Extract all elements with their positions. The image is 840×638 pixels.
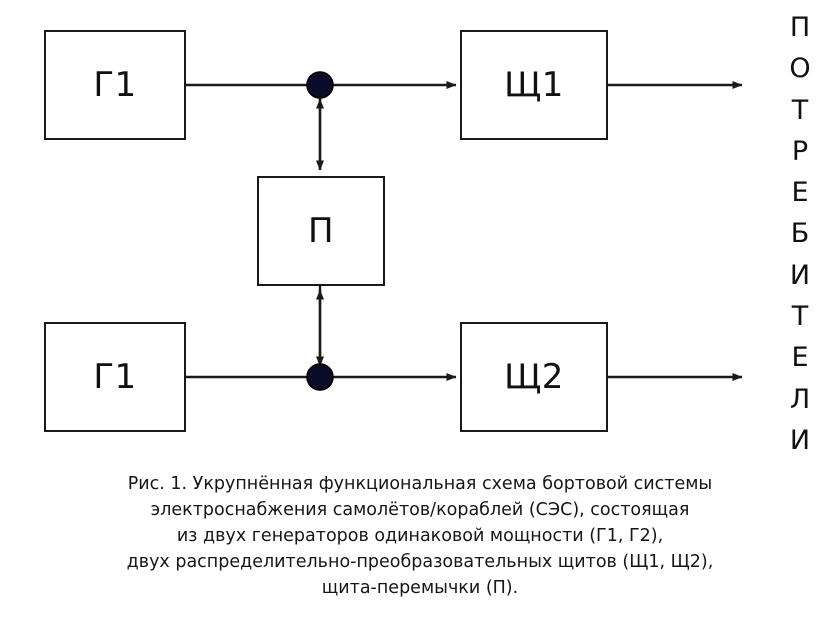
consumers-letter-1: О — [789, 53, 811, 85]
node-panel-2-label: Щ2 — [504, 357, 564, 397]
caption-line-4: щита-перемычки (П). — [321, 577, 519, 598]
node-bridge-panel-label: П — [307, 211, 335, 251]
caption-line-0: Рис. 1. Укрупнённая функциональная схема бортовой системы — [127, 474, 713, 494]
caption-line-3: двух распределительно-преобразовательных щитов (Щ1, Щ2), — [126, 551, 714, 572]
junction-bottom-dot — [307, 364, 333, 390]
node-generator-2 — [44, 322, 186, 432]
junction-top-dot — [307, 72, 333, 98]
consumers-letter-7: Т — [791, 301, 809, 333]
consumers-letter-10: И — [789, 424, 811, 456]
caption-line-1: электроснабжения самолётов/кораблей (СЭС), состоящая — [150, 499, 690, 520]
consumers-letter-9: Л — [789, 383, 811, 415]
figure-caption — [0, 472, 840, 601]
consumers-vertical-label — [778, 14, 822, 454]
consumers-letter-6: И — [789, 259, 811, 291]
node-generator-1 — [44, 30, 186, 140]
consumers-letter-0: П — [789, 12, 811, 43]
node-bridge-panel — [257, 176, 385, 286]
node-generator-1-label: Г1 — [93, 65, 137, 105]
consumers-letter-8: Е — [791, 342, 809, 374]
node-panel-2 — [460, 322, 608, 432]
consumers-letter-5: Б — [790, 218, 810, 250]
consumers-letter-2: Т — [791, 94, 809, 126]
node-panel-1 — [460, 30, 608, 140]
caption-line-2: из двух генераторов одинаковой мощности (Г1, Г2), — [176, 525, 664, 546]
consumers-letter-3: Р — [791, 135, 809, 167]
node-generator-2-label: Г1 — [93, 357, 137, 397]
node-panel-1-label: Щ1 — [504, 65, 564, 105]
consumers-letter-4: Е — [791, 177, 809, 209]
